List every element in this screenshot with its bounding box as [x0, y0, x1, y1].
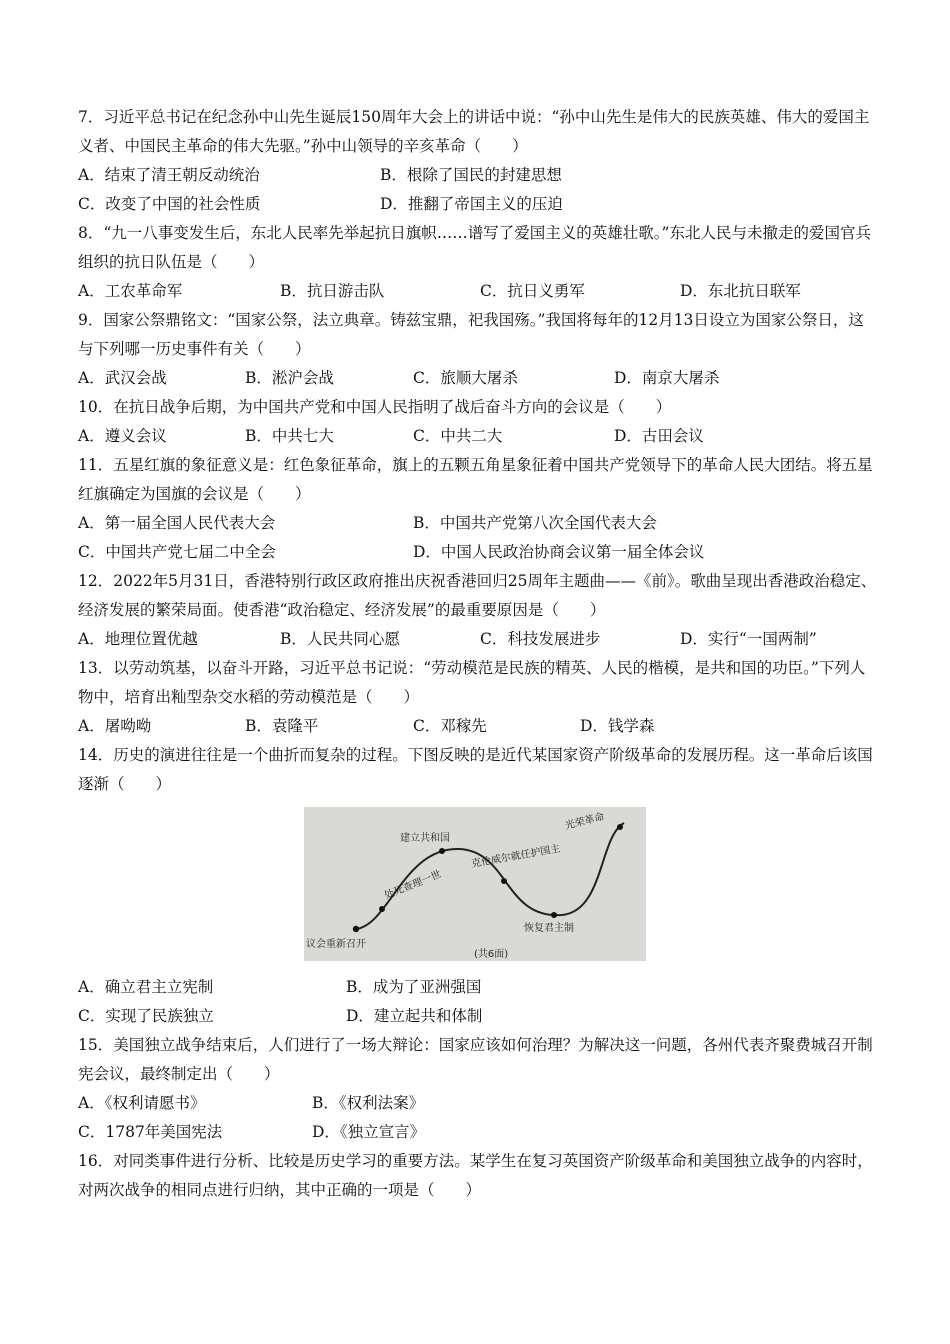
question-stem: 在抗日战争后期，为中国共产党和中国人民指明了战后奋斗方向的会议是（ ）: [113, 398, 672, 416]
question-11: [78, 451, 878, 567]
revolution-curve-diagram: [304, 807, 646, 961]
question-number: 16．: [78, 1152, 114, 1170]
option-b: B．中共七大: [245, 427, 334, 445]
option-c: C．邓稼先: [413, 717, 487, 735]
question-stem: 以劳动筑基，以奋斗开路，习近平总书记说：“劳动模范是民族的精英、人民的楷模，是共和国的功臣。”下列人物中，培育出籼型杂交水稻的劳动模范是（ ）: [78, 659, 866, 706]
option-b: B．《权利法案》: [312, 1094, 425, 1112]
question-number: 7．: [78, 108, 104, 126]
option-c: C．中国共产党七届二中全会: [78, 543, 276, 561]
option-a: A．屠呦呦: [78, 717, 152, 735]
question-12: [78, 567, 878, 654]
question-14: [78, 741, 878, 1031]
point-cromwell-protector: [501, 878, 507, 884]
caption-fragment: (共6面): [474, 949, 509, 960]
option-d: D．中国人民政治协商会议第一届全体会议: [413, 543, 705, 561]
question-number: 14．: [78, 746, 114, 764]
option-c: C．旅顺大屠杀: [413, 369, 518, 387]
option-d: D．建立起共和体制: [346, 1007, 483, 1025]
option-a: A．地理位置优越: [78, 630, 198, 648]
question-stem: 国家公祭鼎铭文：“国家公祭，法立典章。铸兹宝鼎，祀我国殇。”我国将每年的12月13日设立为国家公祭日，这与下列哪一历史事件有关（ ）: [78, 311, 864, 358]
question-number: 13．: [78, 659, 114, 677]
option-c: C．改变了中国的社会性质: [78, 195, 261, 213]
option-d: D．实行“一国两制”: [680, 630, 817, 648]
option-d: D．南京大屠杀: [614, 369, 720, 387]
question-stem: 对同类事件进行分析、比较是历史学习的重要方法。某学生在复习英国资产阶级革命和美国独立战争的内容时，对两次战争的相同点进行归纳，其中正确的一项是（ ）: [78, 1152, 873, 1199]
label-cromwell-protector: 克伦威尔就任护国主: [470, 843, 562, 870]
question-15: [78, 1031, 878, 1147]
option-b: B．中国共产党第八次全国代表大会: [413, 514, 657, 532]
option-d: D．东北抗日联军: [680, 282, 801, 300]
history-curve: [356, 823, 624, 929]
option-b: B．抗日游击队: [280, 282, 385, 300]
option-b: B．成为了亚洲强国: [346, 978, 482, 996]
question-number: 10．: [78, 398, 114, 416]
option-a: A．《权利请愿书》: [78, 1094, 206, 1112]
point-execution-charles-i: [379, 906, 385, 912]
option-d: D．钱学森: [580, 717, 655, 735]
label-parliament-reconvened: 议会重新召开: [306, 939, 366, 950]
question-stem: 习近平总书记在纪念孙中山先生诞辰150周年大会上的讲话中说：“孙中山先生是伟大的民族英雄、伟大的爱国主义者、中国民主革命的伟大先驱。”孙中山领导的辛亥革命（ ）: [78, 108, 870, 155]
option-a: A．遵义会议: [78, 427, 167, 445]
question-8: [78, 219, 878, 306]
option-d: D．《独立宣言》: [312, 1123, 426, 1141]
option-a: A．第一届全国人民代表大会: [78, 514, 276, 532]
question-10: [78, 393, 878, 451]
label-restoration: 恢复君主制: [524, 923, 574, 934]
question-7: [78, 103, 878, 219]
option-c: C．1787年美国宪法: [78, 1123, 223, 1141]
question-number: 8．: [78, 224, 104, 242]
point-restoration: [551, 912, 557, 918]
point-glorious-revolution: [617, 824, 623, 830]
option-d: D．推翻了帝国主义的压迫: [380, 195, 563, 213]
point-republic-established: [439, 848, 445, 854]
question-9: [78, 306, 878, 393]
option-c: C．实现了民族独立: [78, 1007, 214, 1025]
option-c: C．抗日义勇军: [480, 282, 585, 300]
option-c: C．中共二大: [413, 427, 503, 445]
question-stem: 五星红旗的象征意义是：红色象征革命，旗上的五颗五角星象征着中国共产党领导下的革命人民大团结。将五星红旗确定为国旗的会议是（ ）: [78, 456, 873, 503]
question-stem: “九一八事变发生后，东北人民率先举起抗日旗帜……谱写了爱国主义的英雄壮歌。”东北人民与未撤走的爱国官兵组织的抗日队伍是（ ）: [78, 224, 871, 271]
label-glorious-revolution: 光荣革命: [564, 811, 606, 832]
option-a: A．结束了清王朝反动统治: [78, 166, 260, 184]
option-b: B．根除了国民的封建思想: [380, 166, 562, 184]
option-b: B．袁隆平: [245, 717, 319, 735]
option-b: B．淞沪会战: [245, 369, 334, 387]
question-stem: 历史的演进往往是一个曲折而复杂的过程。下图反映的是近代某国家资产阶级革命的发展历程。这一革命后该国逐渐（ ）: [78, 746, 873, 793]
revolution-curve-figure: [304, 807, 646, 961]
option-a: A．确立君主立宪制: [78, 978, 214, 996]
option-a: A．工农革命军: [78, 282, 183, 300]
question-number: 9．: [78, 311, 104, 329]
label-republic-established: 建立共和国: [400, 833, 450, 844]
option-b: B．人民共同心愿: [280, 630, 400, 648]
question-stem: 2022年5月31日，香港特别行政区政府推出庆祝香港回归25周年主题曲——《前》。歌曲呈现出香港政治稳定、经济发展的繁荣局面。使香港“政治稳定、经济发展”的最重要原因是（ ）: [78, 572, 877, 619]
point-parliament-reconvened: [353, 926, 359, 932]
question-stem: 美国独立战争结束后，人们进行了一场大辩论：国家应该如何治理？为解决这一问题，各州代表齐聚费城召开制宪会议，最终制定出（ ）: [78, 1036, 873, 1083]
option-d: D．古田会议: [614, 427, 704, 445]
question-number: 12．: [78, 572, 114, 590]
question-number: 11．: [78, 456, 114, 474]
question-number: 15．: [78, 1036, 114, 1054]
option-c: C．科技发展进步: [480, 630, 601, 648]
label-execution-charles-i: 处死查理一世: [383, 869, 443, 902]
question-13: [78, 654, 878, 741]
option-a: A．武汉会战: [78, 369, 167, 387]
question-16: [78, 1147, 878, 1205]
exam-page: [78, 103, 878, 1205]
